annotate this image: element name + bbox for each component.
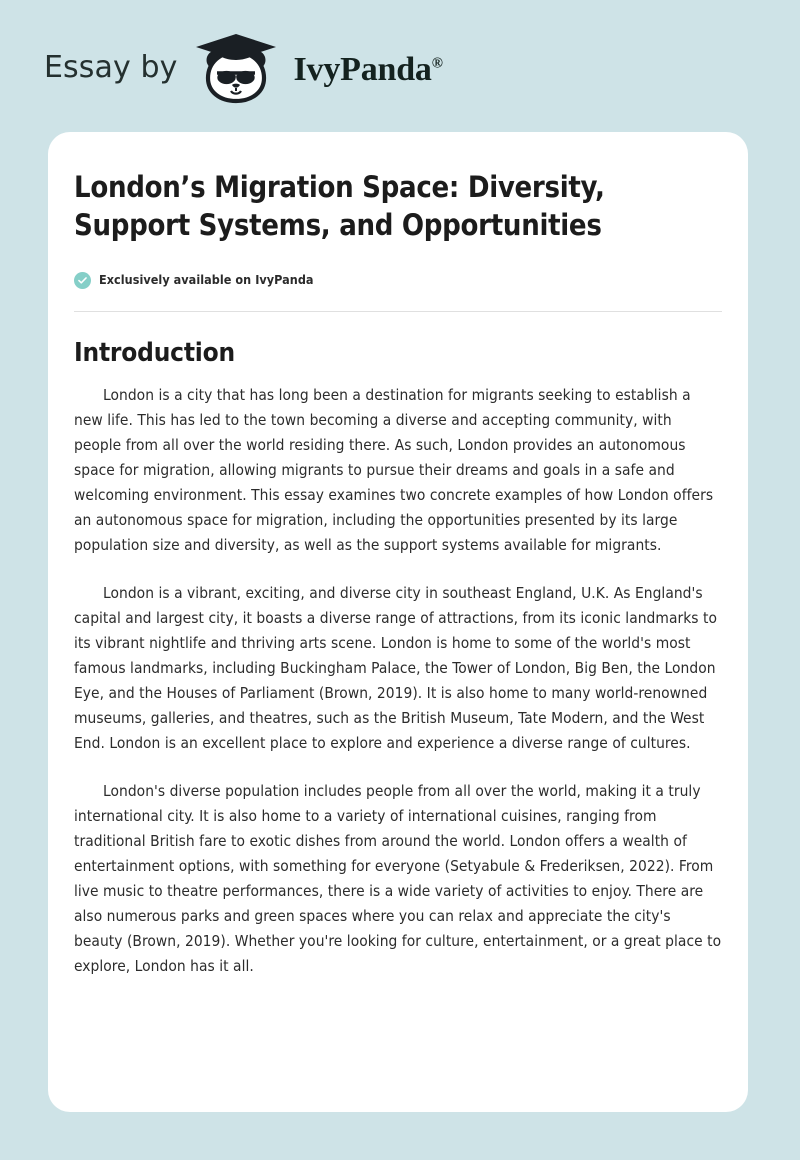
paragraph: London is a city that has long been a destination for migrants seeking to establish a new life. This has led to the town becoming a diverse and accepting community, with people from all over the world residing there. As such, London provides an autonomous space for migration, allowing migrants to pursue their dreams and goals in a safe and welcoming environment. This essay examines two concrete examples of how London offers an autonomous space for migration, including the opportunities presented by its large population size and diversity, as well as the support systems available for migrants.: [74, 386, 714, 555]
essay-card-content: [48, 132, 748, 979]
ivypanda-wordmark: [294, 53, 443, 87]
essay-card: [48, 132, 748, 1112]
brand-header: [44, 32, 443, 104]
brand-name-text: IvyPanda: [293, 51, 432, 88]
section-heading-introduction: Introduction: [74, 337, 235, 368]
registered-trademark-symbol: ®: [431, 55, 443, 72]
check-circle-icon: [74, 272, 91, 289]
page-title: London’s Migration Space: Diversity, Support Systems, and Opportunities: [74, 170, 605, 243]
essay-body: [74, 383, 722, 979]
paragraph: London is a vibrant, exciting, and diverse city in southeast England, U.K. As England's capital and largest city, it boasts a diverse range of attractions, from its iconic landmarks to its vibrant nightlife and thriving arts scene. London is home to some of the world's most famous landmarks, including Buckingham Palace, the Tower of London, Big Ben, the London Eye, and the Houses of Parliament (Brown, 2019). It is also home to many world-renowned museums, galleries, and theatres, such as the British Museum, Tate Modern, and the West End. London is an excellent place to explore and experience a diverse range of cultures.: [74, 584, 717, 753]
header-divider: [74, 311, 722, 312]
exclusivity-badge: [74, 272, 722, 289]
paragraph: London's diverse population includes people from all over the world, making it a truly international city. It is also home to a variety of international cuisines, ranging from traditional British fare to exotic dishes from around the world. London offers a wealth of entertainment options, with something for everyone (Setyabule & Frederiksen, 2022). From live music to theatre performances, there is a wide variety of activities to enjoy. There are also numerous parks and green spaces where you can relax and appreciate the city's beauty (Brown, 2019). Whether you're looking for culture, entertainment, or a great place to explore, London has it all.: [74, 782, 722, 976]
exclusivity-badge-label: Exclusively available on IvyPanda: [99, 271, 314, 287]
ivypanda-panda-logo-icon: [190, 32, 282, 104]
essay-by-label: Essay by: [44, 50, 178, 85]
